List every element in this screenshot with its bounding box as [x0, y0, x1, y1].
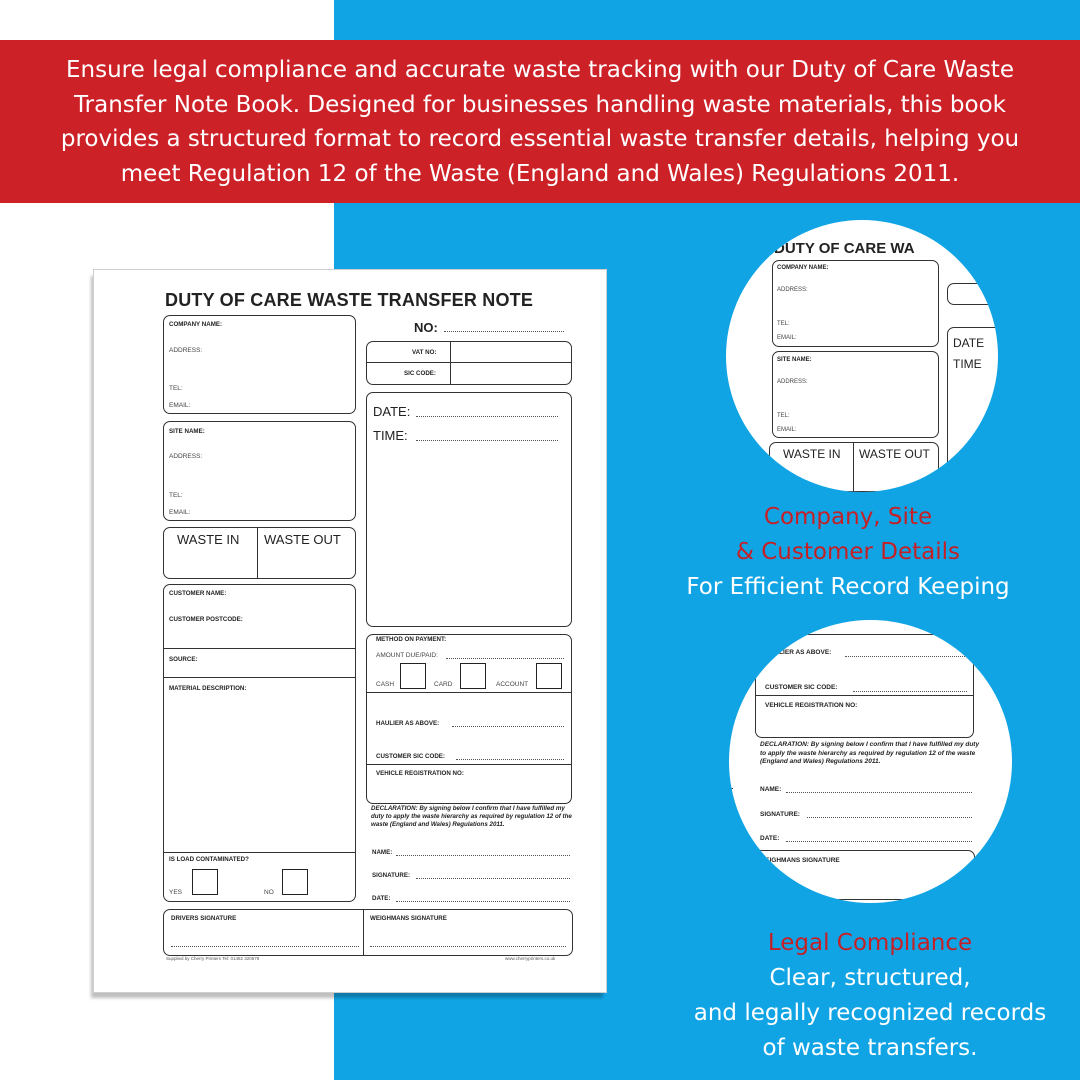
name-line — [396, 855, 570, 856]
customer-sic-label: CUSTOMER SIC CODE: — [376, 753, 445, 760]
address-label: ADDRESS: — [169, 453, 203, 460]
date-box — [947, 327, 998, 487]
supplier-text: Supplied by Cherry Printers Tel: 01482 320679 — [166, 956, 260, 961]
caption-line: of waste transfers. — [762, 1035, 978, 1061]
weighmans-signature-label: WEIGHMANS SIGNATURE — [370, 915, 447, 922]
tel-label: TEL: — [777, 321, 790, 327]
vat-sic-box — [366, 341, 572, 385]
divider — [163, 852, 356, 853]
name-label: NAME: — [760, 786, 782, 793]
date-line — [786, 841, 972, 842]
divider — [257, 527, 258, 579]
name-line — [786, 792, 972, 793]
amount-due-label: AMOUNT DUE/PAID: — [376, 652, 438, 659]
account-label: ACCOUNT — [496, 681, 529, 688]
drivers-signature-label: DRIVERS SIGNATURE — [171, 915, 237, 922]
zoom-time-label: TIME — [953, 357, 982, 371]
customer-sic-line — [456, 759, 564, 760]
date-small-line — [396, 901, 570, 902]
vat-no-label: VAT NO: — [412, 349, 437, 356]
card-checkbox[interactable] — [460, 663, 486, 689]
banner-line: Ensure legal compliance and accurate waste tracking with our Duty of Care Waste — [66, 57, 1014, 83]
haulier-label: HAULIER AS ABOVE: — [376, 720, 440, 727]
company-box — [163, 315, 356, 414]
haulier-label: HAULIER AS ABOVE: — [765, 649, 832, 656]
source-label: SOURCE: — [169, 656, 198, 663]
cash-label: CASH — [376, 681, 395, 688]
divider — [450, 341, 451, 385]
site-name-label: SITE NAME: — [169, 428, 205, 435]
email-label: EMAIL: — [777, 335, 797, 341]
form-title: DUTY OF CARE WASTE TRANSFER NOTE — [165, 290, 534, 310]
account-checkbox[interactable] — [536, 663, 562, 689]
banner-line: Transfer Note Book. Designed for businesses handling waste materials, this book — [74, 91, 1006, 118]
date-label: DATE: — [373, 404, 411, 419]
customer-postcode-label: CUSTOMER POSTCODE: — [169, 616, 243, 623]
vat-box — [947, 283, 998, 305]
tel-label: TEL: — [169, 492, 183, 499]
signature-label: SIGNATURE: — [372, 872, 411, 879]
company-name-label: COMPANY NAME: — [169, 321, 223, 328]
address-label: ADDRESS: — [169, 347, 203, 354]
caption-legal — [680, 926, 1060, 1066]
method-of-payment-label: METHOD ON PAYMENT: — [376, 636, 447, 643]
site-box — [772, 351, 939, 438]
date-line — [416, 416, 558, 417]
amount-line — [446, 658, 564, 659]
caption-line: and legally recognized records — [693, 1000, 1047, 1026]
waste-out-label: WASTE OUT — [859, 447, 930, 461]
caption-company — [678, 500, 1018, 605]
divider — [366, 692, 572, 693]
declaration-text: DECLARATION: By signing below I confirm that I have fulfilled my duty to apply the waste hierarchy as required by regulation 12 of the waste (England and Wales) Regulations 2011. — [371, 805, 572, 828]
address-label: ADDRESS: — [777, 379, 808, 385]
customer-sic-line — [853, 691, 967, 692]
website-text: www.cherryprinters.co.uk — [505, 956, 556, 961]
divider — [163, 648, 356, 649]
waste-in-label: WASTE IN — [783, 447, 841, 461]
vehicle-registration-label: VEHICLE REGISTRATION NO: — [376, 770, 464, 777]
zoom-circle-legal — [729, 620, 1012, 903]
tel-label: TEL: — [777, 413, 790, 419]
description-banner — [0, 40, 1080, 203]
address-label: ADDRESS: — [777, 287, 808, 293]
divider — [366, 764, 572, 765]
waste-in-label: WASTE IN — [177, 532, 240, 547]
yes-checkbox[interactable] — [192, 869, 218, 895]
zoom-circle-company — [726, 220, 998, 492]
divider — [755, 695, 974, 696]
contaminated-label: IS LOAD CONTAMINATED? — [169, 856, 249, 863]
zoom-title: DUTY OF CARE WA — [774, 240, 915, 257]
weighmans-signature-line — [370, 946, 566, 947]
number-line — [444, 331, 564, 332]
cash-checkbox[interactable] — [400, 663, 426, 689]
haulier-line — [452, 726, 564, 727]
banner-line: provides a structured format to record essential waste transfer details, helping you — [60, 126, 1020, 152]
card-label: CARD — [434, 681, 453, 688]
customer-name-label: CUSTOMER NAME: — [169, 590, 227, 597]
number-label: NO: — [414, 320, 438, 335]
waste-out-label: WASTE OUT — [264, 532, 341, 547]
customer-box — [163, 584, 356, 902]
weighmans-signature-label: WEIGHMANS SIGNATURE — [759, 857, 840, 864]
caption-line: Clear, structured, — [769, 965, 971, 991]
declaration-text: DECLARATION: By signing below I confirm that I have fulfilled my duty to apply the waste hierarchy as required by regulation 12 of the waste (England and Wales) Regulations 2011. — [760, 741, 980, 765]
vehicle-registration-label: VEHICLE REGISTRATION NO: — [765, 702, 858, 709]
yes-label: YES — [169, 889, 183, 896]
banner-line: meet Regulation 12 of the Waste (England and Wales) Regulations 2011. — [120, 160, 960, 187]
name-label: NAME: — [372, 849, 393, 856]
divider — [729, 788, 733, 789]
time-label: TIME: — [373, 428, 408, 443]
haulier-line — [845, 656, 967, 657]
caption-line: Company, Site — [763, 504, 933, 530]
payment-box — [366, 634, 572, 804]
no-label: NO — [264, 889, 274, 896]
tel-label: TEL: — [169, 385, 183, 392]
divider — [163, 677, 356, 678]
date-small-label: DATE: — [372, 895, 391, 902]
site-name-label: SITE NAME: — [777, 357, 812, 363]
sic-code-label: SIC CODE: — [404, 370, 436, 377]
divider — [363, 909, 364, 956]
signature-line — [416, 878, 570, 879]
signature-line — [807, 817, 972, 818]
divider — [853, 442, 854, 492]
material-description-label: MATERIAL DESCRIPTION: — [169, 685, 247, 692]
drivers-signature-line — [171, 946, 359, 947]
site-box — [163, 421, 356, 521]
no-checkbox[interactable] — [282, 869, 308, 895]
divider — [729, 852, 737, 853]
caption-line: & Customer Details — [735, 539, 960, 565]
divider — [366, 362, 572, 363]
date-label: DATE: — [760, 835, 780, 842]
signature-label: SIGNATURE: — [760, 811, 800, 818]
time-line — [416, 440, 558, 441]
company-box — [772, 260, 939, 347]
zoom-date-label: DATE — [953, 336, 985, 350]
customer-sic-label: CUSTOMER SIC CODE: — [765, 684, 838, 691]
email-label: EMAIL: — [169, 509, 191, 516]
caption-line: For Efficient Record Keeping — [686, 574, 1010, 600]
email-label: EMAIL: — [777, 427, 797, 433]
company-name-label: COMPANY NAME: — [777, 265, 829, 271]
form-sheet — [94, 270, 606, 992]
caption-line: Legal Compliance — [767, 930, 973, 956]
email-label: EMAIL: — [169, 402, 191, 409]
